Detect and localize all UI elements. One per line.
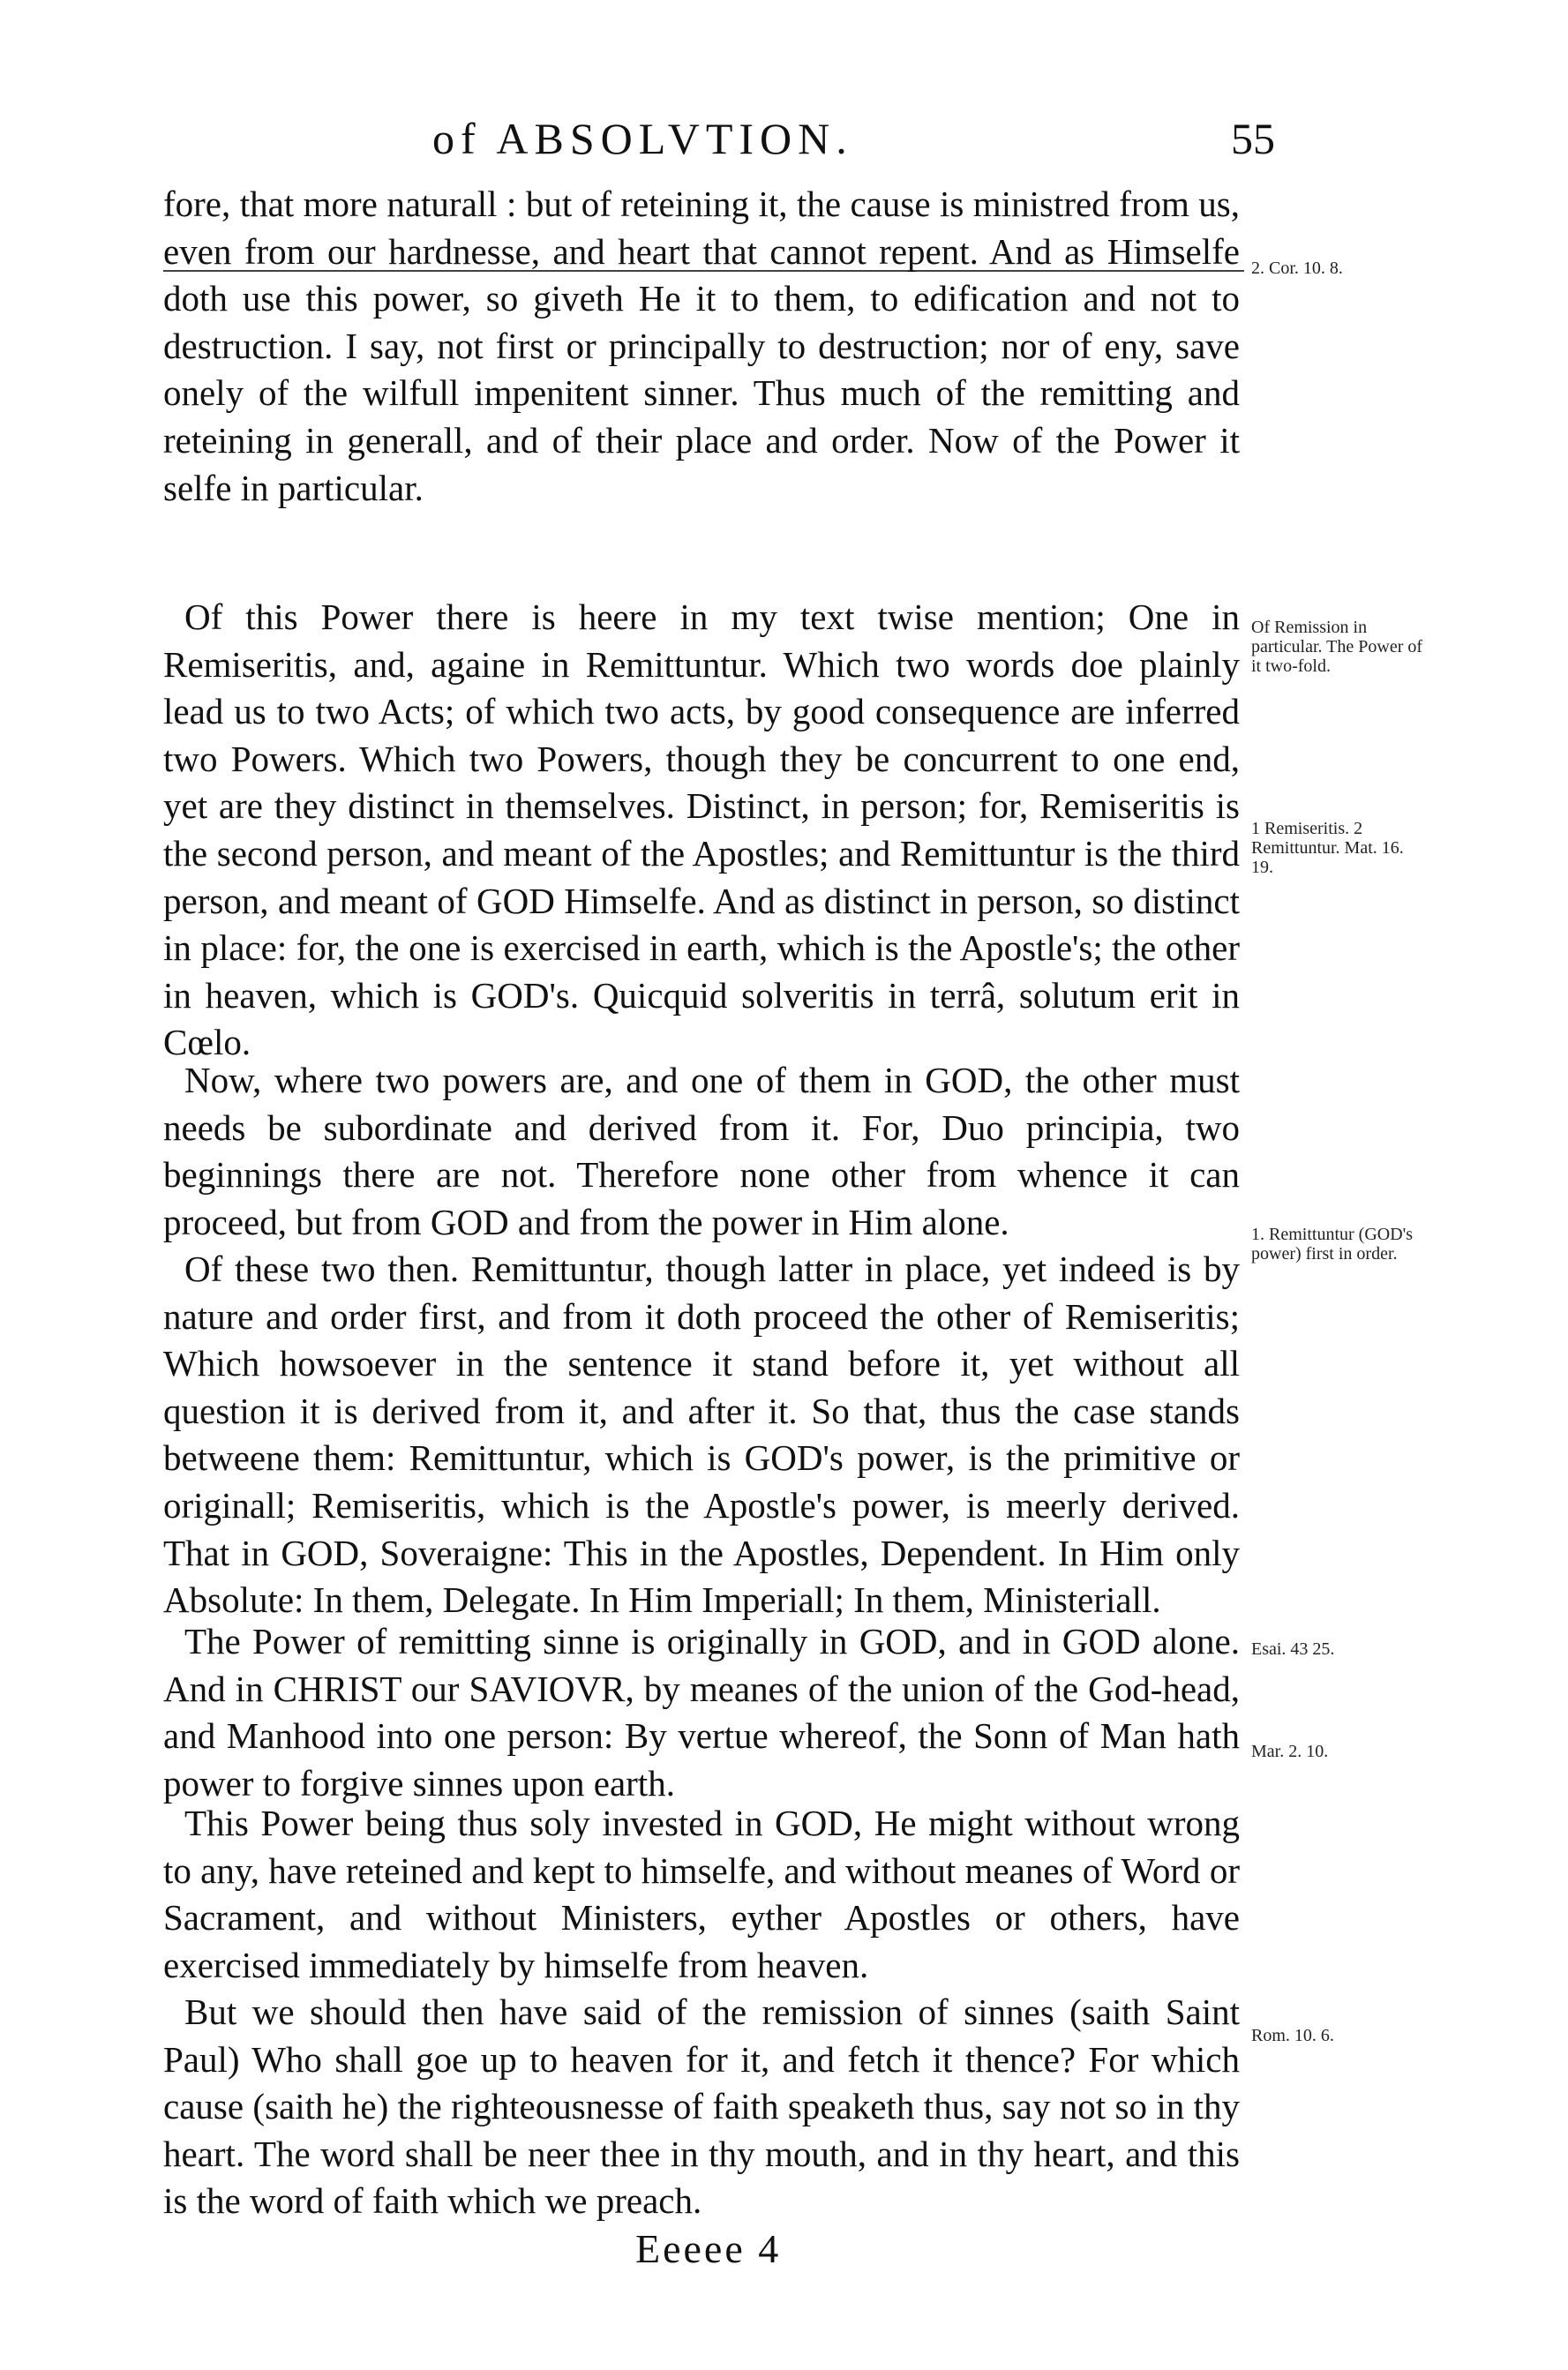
paragraph-3 <box>163 1057 1240 1246</box>
margin-note-remiseritis: 1 Remiseritis. 2 Remittuntur. Mat. 16. 19. <box>1251 819 1404 877</box>
signature-mark: Eeeee 4 <box>635 2226 782 2271</box>
page-number: 55 <box>1231 114 1275 163</box>
margin-note-rom: Rom. 10. 6. <box>1251 2026 1334 2045</box>
margin-note-remission: Of Remission in particular. The Power of it two-fold. <box>1251 618 1423 676</box>
paragraph-text: Of this Power there is heere in my text twise mention; One in Remiseritis, and, againe in Remittuntur. Which two words doe plainly lead us to two Acts; of which two acts, by good consequence are inferred two Powers. Which two Powers, though they be concurrent to one end, yet are they distinct in themselves. Distinct, in person; for, Remiseritis is the second person, and meant of the Apostles; and Remittuntur is the third person, and meant of GOD Himselfe. And as distinct in person, so distinct in place: for, the one is exercised in earth, which is the Apostle's; the other in heaven, which is GOD's. Quicquid solveritis in terrâ, solutum erit in Cœlo. <box>163 596 1240 1063</box>
margin-note-cor: 2. Cor. 10. 8. <box>1251 259 1343 278</box>
running-head: of ABSOLVTION. <box>432 114 853 163</box>
margin-note-remittuntur: 1. Remittuntur (GOD's power) first in order. <box>1251 1225 1414 1264</box>
paragraph-4 <box>163 1246 1240 1624</box>
margin-note-esai: Esai. 43 25. <box>1251 1639 1335 1659</box>
paragraph-text: This Power being thus soly invested in GOD, He might without wrong to any, have reteined and kept to himselfe, and without meanes of Word or Sacrament, and without Ministers, eyther Apostles or others, have exercised immediately by himselfe from heaven. <box>163 1803 1240 1985</box>
paragraph-text: Now, where two powers are, and one of them in GOD, the other must needs be subordinate and derived from it. For, Duo principia, two beginnings there are not. Therefore none other from whence it can proceed, but from GOD and from the power in Him alone. <box>163 1060 1240 1242</box>
paragraph-1 <box>163 181 1240 512</box>
paragraph-6 <box>163 1800 1240 1989</box>
paragraph-text: But we should then have said of the remission of sinnes (saith Saint Paul) Who shall goe up to heaven for it, and fetch it thence? For which cause (saith he) the righteousnesse of faith speaketh thus, say not so in thy heart. The word shall be neer thee in thy mouth, and in thy heart, and this is the word of faith which we preach. <box>163 1991 1240 2222</box>
paragraph-5 <box>163 1618 1240 1807</box>
paragraph-text: Of these two then. Remittuntur, though latter in place, yet indeed is by nature and order first, and from it doth proceed the other of Remiseritis; Which howsoever in the sentence it stand before it, yet without all question it is derived from it, and after it. So that, thus the case stands betweene them: Remittuntur, which is GOD's power, is the primitive or originall; Remiseritis, which is the Apostle's power, is meerly derived. That in GOD, Soveraigne: This in the Apostles, Dependent. In Him only Absolute: In them, Delegate. In Him Imperiall; In them, Ministeriall. <box>163 1249 1240 1621</box>
paragraph-2 <box>163 594 1240 1067</box>
paragraph-text: The Power of remitting sinne is originally in GOD, and in GOD alone. And in CHRIST our SAVIOVR, by meanes of the union of the God-head, and Manhood into one person: By vertue whereof, the Sonn of Man hath power to forgive sinnes upon earth. <box>163 1621 1240 1804</box>
margin-note-mar: Mar. 2. 10. <box>1251 1742 1329 1761</box>
page-header <box>0 113 1568 184</box>
paragraph-7 <box>163 1989 1240 2225</box>
paragraph-text: fore, that more naturall : but of reteining it, the cause is ministred from us, even from our hardnesse, and heart that cannot repent. And as Himselfe doth use this power, so giveth He it to them, to edification and not to destruction. I say, not first or principally to destruction; nor of eny, save onely of the wilfull impenitent sinner. Thus much of the remitting and reteining in generall, and of their place and order. Now of the Power it selfe in particular. <box>163 184 1240 508</box>
